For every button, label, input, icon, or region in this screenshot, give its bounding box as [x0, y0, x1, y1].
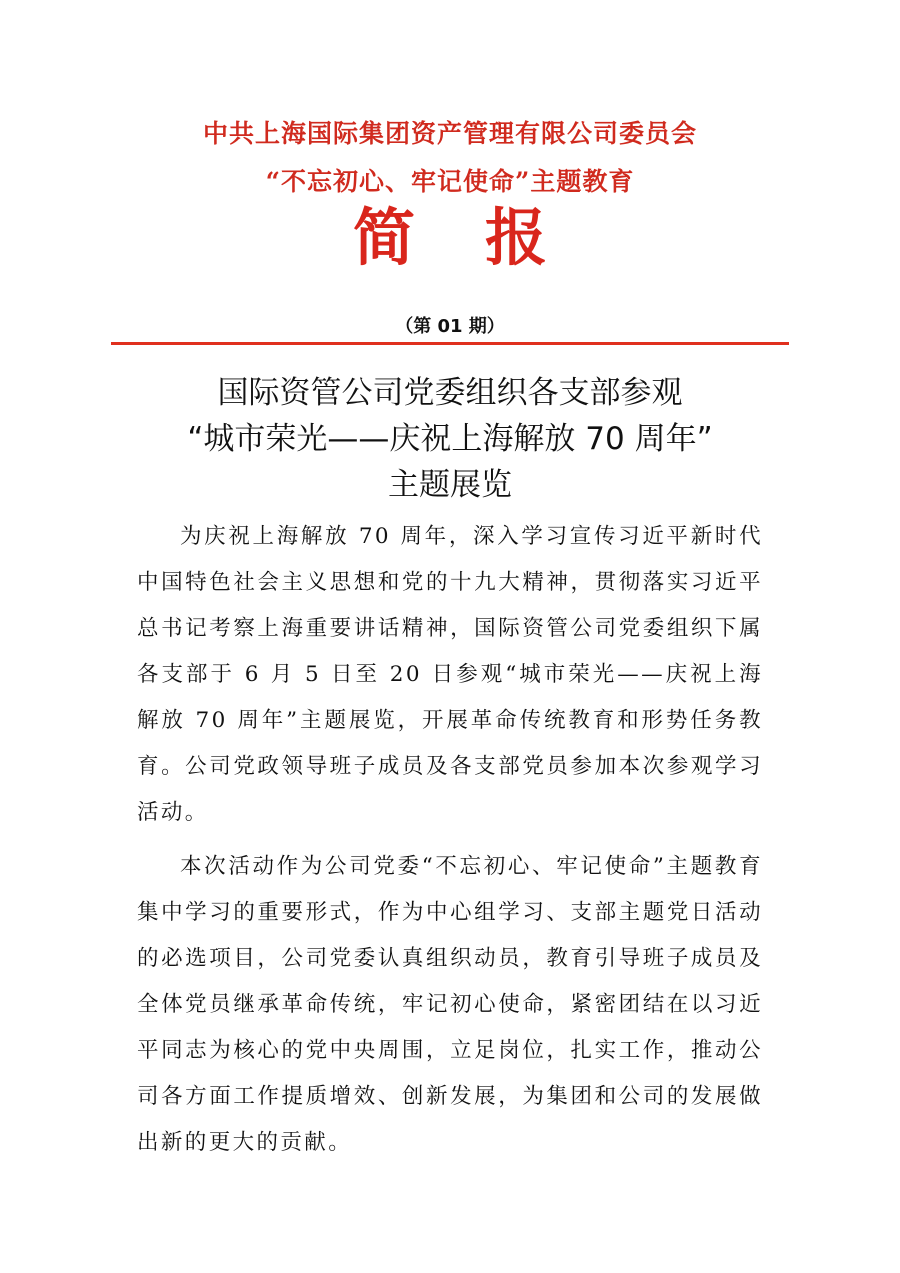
issue-number: （第 01 期）	[395, 316, 505, 337]
article-paragraph-1: 为庆祝上海解放 70 周年，深入学习宣传习近平新时代中国特色社会主义思想和党的十九大精神，贯彻落实习近平总书记考察上海重要讲话精神，国际资管公司党委组织下属各支部于 6 月 5 日至 20 日参观“城市荣光——庆祝上海解放 70 周年”主题展览，开展革命传统教育和形势任务教育。公司党政领导班子成员及各支部党员参加本次参观学习活动。	[137, 524, 763, 825]
article-paragraph-2: 本次活动作为公司党委“不忘初心、牢记使命”主题教育集中学习的重要形式，作为中心组学习、支部主题党日活动的必选项目，公司党委认真组织动员，教育引导班子成员及全体党员继承革命传统，牢记初心使命，紧密团结在以习近平同志为核心的党中央周围，立足岗位，扎实工作，推动公司各方面工作提质增效、创新发展，为集团和公司的发展做出新的更大的贡献。	[137, 854, 763, 1155]
article-body	[137, 514, 763, 1174]
article-headline	[0, 370, 900, 508]
bulletin-title	[0, 198, 900, 278]
bulletin-title-char-2: 报	[485, 201, 548, 274]
headline-line-2: “城市荣光——庆祝上海解放 70 周年”	[187, 421, 713, 457]
bulletin-title-char-1: 简	[352, 201, 415, 274]
header-divider	[111, 342, 789, 345]
headline-line-3: 主题展览	[388, 467, 512, 503]
theme-education-title: “不忘初心、牢记使命”主题教育	[265, 167, 635, 196]
headline-line-1: 国际资管公司党委组织各支部参观	[217, 375, 683, 411]
organization-name: 中共上海国际集团资产管理有限公司委员会	[202, 119, 697, 148]
